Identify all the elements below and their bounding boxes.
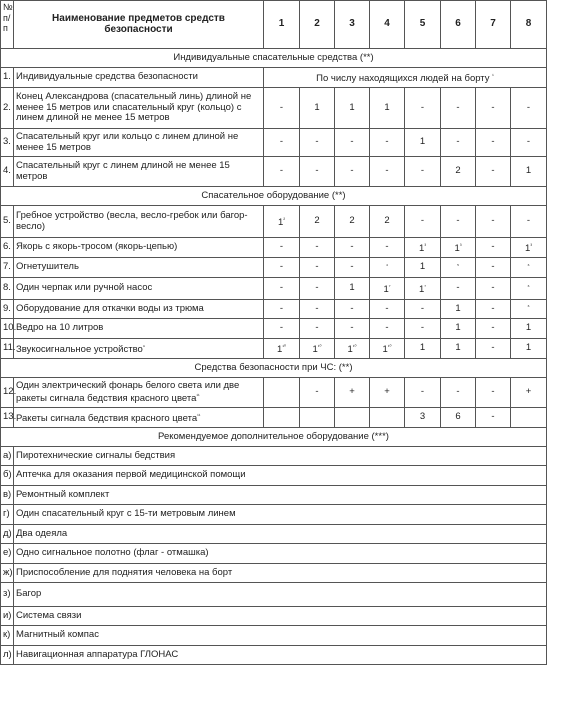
section-individual: Индивидуальные спасательные средства (**) — [1, 49, 547, 68]
cell-col-6 — [441, 258, 476, 278]
cell-col-1: $1^{^2}$ — [264, 206, 300, 238]
row-number: 8. — [1, 278, 14, 300]
row-letter: и) — [1, 607, 14, 626]
cell-col-5: $1^{^3}$ — [405, 238, 441, 258]
recommended-item-name: Аптечка для оказания первой медицинской помощи — [14, 466, 547, 486]
footnote-mark: ² — [283, 216, 285, 223]
footnote-mark: ¹ — [492, 72, 494, 79]
item-name: Спасательный круг или кольцо с линем длиной не менее 15 метров — [14, 129, 264, 157]
cell-col-8: - — [511, 129, 547, 157]
item-name: Один электрический фонарь белого света или две ракеты сигнала бедствия красного цвета$^{^{11}}$ — [14, 378, 264, 408]
table-row — [1, 544, 547, 564]
cell-col-6: 1 — [441, 319, 476, 339]
cell-col-6: $1^{^3}$ — [441, 238, 476, 258]
table-row — [1, 447, 547, 466]
footnote-mark: ¹⁰ — [317, 343, 322, 350]
cell-col-5: $1^{^7}$ — [405, 278, 441, 300]
section-row — [1, 428, 547, 447]
cell-col-1: - — [264, 157, 300, 187]
cell-col-1: - — [264, 129, 300, 157]
cell-col-8 — [511, 300, 547, 319]
table-row — [1, 238, 547, 258]
row-number: 2. — [1, 88, 14, 129]
table-row — [1, 157, 547, 187]
cell-col-5: - — [405, 378, 441, 408]
cell-col-5: - — [405, 88, 441, 129]
section-row — [1, 49, 547, 68]
row-number: 3. — [1, 129, 14, 157]
cell-col-1: $1^{^{10}}$ — [264, 339, 300, 359]
cell-col-2: - — [300, 378, 335, 408]
table-row — [1, 206, 547, 238]
cell-col-1: - — [264, 238, 300, 258]
cell-col-2: - — [300, 129, 335, 157]
cell-col-3: - — [335, 319, 370, 339]
recommended-item-name: Один спасательный круг с 15-ти метровым линем — [14, 505, 547, 525]
section-row — [1, 187, 547, 206]
cell-col-5: 3 — [405, 408, 441, 428]
table-row — [1, 319, 547, 339]
section-recommended: Рекомендуемое дополнительное оборудование (***) — [1, 428, 547, 447]
cell-col-4: - — [370, 238, 405, 258]
cell-col-1 — [264, 378, 300, 408]
cell-col-5: - — [405, 157, 441, 187]
cell-col-3: - — [335, 129, 370, 157]
footnote-mark: ⁹ — [142, 343, 145, 350]
cell-col-1: - — [264, 278, 300, 300]
cell-col-4: 1 — [370, 88, 405, 129]
header-col-1: 1 — [264, 1, 300, 49]
table-row — [1, 68, 547, 88]
cell-col-2: - — [300, 278, 335, 300]
cell-col-6: 1 — [441, 300, 476, 319]
row-number: 12. — [1, 378, 14, 408]
cell-col-8: - — [511, 88, 547, 129]
recommended-item-name: Ремонтный комплект — [14, 486, 547, 505]
row-letter: к) — [1, 626, 14, 646]
footnote-mark: ⁶ — [527, 283, 530, 290]
header-col-6: 6 — [441, 1, 476, 49]
cell-col-3: - — [335, 300, 370, 319]
cell-col-6: - — [441, 206, 476, 238]
cell-col-5: - — [405, 206, 441, 238]
cell-col-6: - — [441, 378, 476, 408]
footnote-mark: ⁴ — [385, 262, 389, 269]
row-number: 7. — [1, 258, 14, 278]
cell-col-4: 2 — [370, 206, 405, 238]
item-name: Ведро на 10 литров — [14, 319, 264, 339]
cell-col-2: - — [300, 300, 335, 319]
cell-col-8: $1^{^3}$ — [511, 238, 547, 258]
footnote-mark: ⁶ — [527, 262, 530, 269]
cell-col-8: 1 — [511, 157, 547, 187]
section-row — [1, 359, 547, 378]
cell-col-3: 1 — [335, 278, 370, 300]
recommended-item-name: Навигационная аппаратура ГЛОНАС — [14, 646, 547, 665]
table-row — [1, 129, 547, 157]
footnote-mark: ³ — [530, 242, 532, 249]
item-span-value — [264, 68, 547, 88]
footnote-mark: ⁵ — [456, 262, 460, 269]
recommended-item-name: Два одеяла — [14, 525, 547, 544]
item-name: Один черпак или ручной насос — [14, 278, 264, 300]
recommended-item-name: Пиротехнические сигналы бедствия — [14, 447, 547, 466]
cell-col-8 — [511, 278, 547, 300]
cell-col-5: - — [405, 300, 441, 319]
item-name: Огнетушитель — [14, 258, 264, 278]
header-col-4: 4 — [370, 1, 405, 49]
row-letter: а) — [1, 447, 14, 466]
cell-col-3 — [335, 408, 370, 428]
cell-col-4: $1^{^7}$ — [370, 278, 405, 300]
item-name: Спасательный круг с линем длиной не менее 15 метров — [14, 157, 264, 187]
cell-col-3: + — [335, 378, 370, 408]
cell-col-7: - — [476, 238, 511, 258]
cell-col-3: 2 — [335, 206, 370, 238]
recommended-item-name: Багор — [14, 583, 547, 607]
item-name: Ракеты сигнала бедствия красного цвета$^{^{11}}$ — [14, 408, 264, 428]
table-row — [1, 583, 547, 607]
cell-col-2 — [300, 408, 335, 428]
footnote-mark: ³ — [459, 242, 462, 249]
footnote-mark: ¹¹ — [196, 393, 200, 399]
cell-col-1: - — [264, 319, 300, 339]
table-row — [1, 339, 547, 359]
cell-col-4: + — [370, 378, 405, 408]
footnote-mark: ¹⁰ — [282, 343, 286, 350]
header-col-8: 8 — [511, 1, 547, 49]
cell-col-4 — [370, 258, 405, 278]
cell-col-3: - — [335, 238, 370, 258]
cell-col-1 — [264, 408, 300, 428]
table-row — [1, 525, 547, 544]
cell-col-1: - — [264, 258, 300, 278]
table-row — [1, 505, 547, 525]
row-number: 1. — [1, 68, 14, 88]
cell-col-5: - — [405, 319, 441, 339]
table-row — [1, 486, 547, 505]
cell-col-5: 1 — [405, 258, 441, 278]
section-emergency: Средства безопасности при ЧС: (**) — [1, 359, 547, 378]
cell-col-7: - — [476, 378, 511, 408]
recommended-item-name: Магнитный компас — [14, 626, 547, 646]
cell-col-4: - — [370, 157, 405, 187]
cell-col-8: 1 — [511, 339, 547, 359]
header-col-5: 5 — [405, 1, 441, 49]
cell-col-7: - — [476, 258, 511, 278]
cell-col-6: - — [441, 278, 476, 300]
cell-col-7: - — [476, 339, 511, 359]
item-name: Гребное устройство (весла, весло-гребок или багор-весло) — [14, 206, 264, 238]
cell-col-7: - — [476, 278, 511, 300]
cell-col-7: - — [476, 300, 511, 319]
cell-col-2: 2 — [300, 206, 335, 238]
table-row — [1, 88, 547, 129]
cell-col-5: 1 — [405, 339, 441, 359]
footnote-mark: ¹⁰ — [352, 343, 357, 350]
cell-col-1: - — [264, 300, 300, 319]
cell-col-2: $1^{^{10}}$ — [300, 339, 335, 359]
cell-col-8 — [511, 408, 547, 428]
cell-col-6: 2 — [441, 157, 476, 187]
cell-col-7: - — [476, 319, 511, 339]
cell-col-2: 1 — [300, 88, 335, 129]
cell-col-4: - — [370, 129, 405, 157]
cell-col-2: - — [300, 238, 335, 258]
row-number: 5. — [1, 206, 14, 238]
table-row — [1, 378, 547, 408]
table-row — [1, 607, 547, 626]
row-number: 11. — [1, 339, 14, 359]
cell-col-3: 1 — [335, 88, 370, 129]
header-number: № п/п — [1, 1, 14, 49]
cell-col-2: - — [300, 157, 335, 187]
row-letter: б) — [1, 466, 14, 486]
cell-col-4: $1^{^{10}}$ — [370, 339, 405, 359]
table-row — [1, 564, 547, 583]
table-row — [1, 466, 547, 486]
header-col-2: 2 — [300, 1, 335, 49]
header-item-name: Наименование предметов средств безопасности — [14, 1, 264, 49]
cell-col-4: - — [370, 319, 405, 339]
cell-col-7: - — [476, 129, 511, 157]
cell-col-8 — [511, 258, 547, 278]
cell-col-6: - — [441, 88, 476, 129]
cell-col-7: - — [476, 408, 511, 428]
header-col-7: 7 — [476, 1, 511, 49]
cell-col-6: - — [441, 129, 476, 157]
row-letter: л) — [1, 646, 14, 665]
cell-col-3: - — [335, 258, 370, 278]
item-name: Индивидуальные средства безопасности — [14, 68, 264, 88]
row-number: 13. — [1, 408, 14, 428]
cell-col-3: - — [335, 157, 370, 187]
row-letter: з) — [1, 583, 14, 607]
footnote-mark: ³ — [424, 242, 426, 249]
cell-col-7: - — [476, 157, 511, 187]
item-name: Звукосигнальное устройство$^{^9}$ — [14, 339, 264, 359]
item-name: Якорь с якорь-тросом (якорь-цепью) — [14, 238, 264, 258]
cell-col-8: - — [511, 206, 547, 238]
item-name: Оборудование для откачки воды из трюма — [14, 300, 264, 319]
table-row — [1, 300, 547, 319]
section-equipment: Спасательное оборудование (**) — [1, 187, 547, 206]
cell-col-3: $1^{^{10}}$ — [335, 339, 370, 359]
cell-col-7: - — [476, 88, 511, 129]
footnote-mark: ¹⁰ — [387, 343, 392, 350]
table-header-row — [1, 1, 547, 49]
cell-col-2: - — [300, 319, 335, 339]
span-text: По числу находящихся людей на борту — [316, 72, 490, 84]
cell-col-5: 1 — [405, 129, 441, 157]
cell-col-8: 1 — [511, 319, 547, 339]
cell-col-6: 6 — [441, 408, 476, 428]
row-letter: г) — [1, 505, 14, 525]
footnote-mark: ⁷ — [388, 283, 391, 290]
cell-col-1: - — [264, 88, 300, 129]
footnote-mark: ⁶ — [527, 304, 530, 311]
row-number: 4. — [1, 157, 14, 187]
row-letter: в) — [1, 486, 14, 505]
table-row — [1, 278, 547, 300]
row-letter: ж) — [1, 564, 14, 583]
table-row — [1, 626, 547, 646]
row-letter: е) — [1, 544, 14, 564]
row-number: 9. — [1, 300, 14, 319]
table-row — [1, 408, 547, 428]
cell-col-7: - — [476, 206, 511, 238]
header-col-3: 3 — [335, 1, 370, 49]
item-name: Конец Александрова (спасательный линь) длиной не менее 15 метров или спасательный круг (кольцо) с линем длиной не менее 15 метров — [14, 88, 264, 129]
recommended-item-name: Приспособление для поднятия человека на борт — [14, 564, 547, 583]
cell-col-6: 1 — [441, 339, 476, 359]
row-number: 6. — [1, 238, 14, 258]
cell-col-4: - — [370, 300, 405, 319]
recommended-item-name: Система связи — [14, 607, 547, 626]
table-row — [1, 258, 547, 278]
row-number: 10. — [1, 319, 14, 339]
footnote-mark: ⁷ — [424, 283, 427, 290]
cell-col-8: + — [511, 378, 547, 408]
row-letter: д) — [1, 525, 14, 544]
table-row — [1, 646, 547, 665]
footnote-mark: ¹¹ — [197, 412, 201, 419]
cell-col-4 — [370, 408, 405, 428]
recommended-item-name: Одно сигнальное полотно (флаг - отмашка) — [14, 544, 547, 564]
cell-col-2: - — [300, 258, 335, 278]
